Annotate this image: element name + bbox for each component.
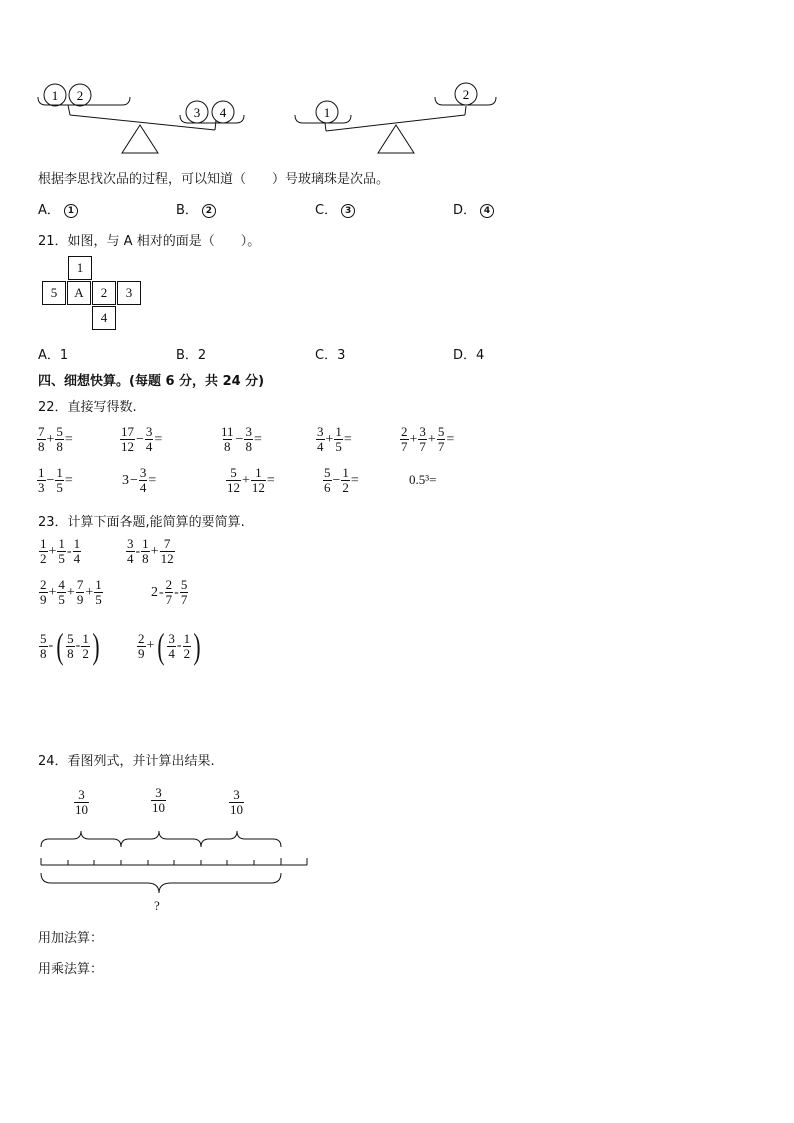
q21-option-a[interactable]: A．1 [38,348,69,363]
section-heading: 四、细想快算。(每题 6 分，共 24 分) [38,374,265,389]
q22-expr: $\frac{11}{8}$ − $\frac{3}{8}$ = [221,424,262,454]
q22-expr: $\frac{5}{12}$ + $\frac{1}{12}$ = [227,465,275,495]
q21-option-d[interactable]: D．4 [453,348,485,363]
option-letter: D． [453,203,477,218]
cube-net [42,256,162,332]
segment-fraction: $\frac{3}{10}$ [75,787,88,817]
q24-title: 24．看图列式，并计算出结果. [38,754,215,769]
q23-expr: 2 - $\frac{2}{7}$ - $\frac{5}{7}$ [151,577,188,607]
q23-expr: $\frac{5}{8}$ - ( $\frac{5}{8}$ - $\frac{1}{2}$ ) [40,626,100,666]
q20-option-a[interactable] [38,199,78,218]
q22-expr: $\frac{3}{4}$ + $\frac{1}{5}$ = [317,424,352,454]
q21-question-text: 21．如图，与 A 相对的面是（ ）。 [38,234,261,249]
q23-expr: $\frac{2}{9}$ + $\frac{4}{5}$ + $\frac{7}{9}$ + $\frac{1}{5}$ [40,577,102,607]
net-cell: 2 [92,281,116,305]
net-cell: 4 [92,306,116,330]
option-letter: C． [315,203,338,218]
net-cell: 5 [42,281,66,305]
q22-expr: $\frac{17}{12}$ − $\frac{3}{4}$ = [121,424,163,454]
option-letter: B． [176,203,198,218]
segment-fraction: $\frac{3}{10}$ [230,787,243,817]
q21-option-c[interactable]: C．3 [315,348,346,363]
number-line-figure [35,825,315,905]
q22-title: 22．直接写得数. [38,400,137,415]
addition-label: 用加法算： [38,931,104,946]
q23-expr: $\frac{2}{9}$ + ( $\frac{3}{4}$ - $\frac{1}{2}$ ) [138,626,201,666]
circled-number: 4 [480,204,494,218]
bead-label: 4 [219,105,227,120]
q20-option-c[interactable] [315,199,355,218]
balance-scale-left [38,97,244,153]
q23-expr: $\frac{3}{4}$ - $\frac{1}{8}$ + $\frac{7}{12}$ [127,536,174,566]
net-cell: A [67,281,91,305]
bead-label: 1 [323,105,331,120]
bead-label: 2 [76,88,84,103]
circled-number: 1 [64,204,78,218]
option-letter: A． [38,203,60,218]
bead-label: 3 [193,105,201,120]
segment-fraction: $\frac{3}{10}$ [152,785,165,815]
q23-expr: $\frac{1}{2}$ + $\frac{1}{5}$ - $\frac{1}{4}$ [40,536,81,566]
q20-option-d[interactable] [453,199,494,218]
bead-label: 1 [51,88,59,103]
q21-option-b[interactable]: B．2 [176,348,207,363]
q22-expr: $\frac{7}{8}$ + $\frac{5}{8}$ = [38,424,73,454]
q22-expr: $\frac{1}{3}$ − $\frac{1}{5}$ = [38,465,73,495]
q22-expr: 3 − $\frac{3}{4}$ = [122,465,157,495]
q23-title: 23．计算下面各题,能简算的要简算. [38,515,245,530]
q20-question-text: 根据李思找次品的过程，可以知道（ ）号玻璃珠是次品。 [38,172,390,187]
q22-expr: $\frac{2}{7}$ + $\frac{3}{7}$ + $\frac{5}{7}$ = [401,424,455,454]
balance-scales-figure [30,75,510,160]
q22-expr: 0.5³= [409,472,437,487]
net-cell: 3 [117,281,141,305]
circled-number: 2 [202,204,216,218]
question-mark: ? [154,898,160,913]
q20-option-b[interactable] [176,199,216,218]
bead-label: 2 [462,87,470,102]
multiplication-label: 用乘法算： [38,962,104,977]
circled-number: 3 [341,204,355,218]
q22-expr: $\frac{5}{6}$ − $\frac{1}{2}$ = [324,465,359,495]
net-cell: 1 [68,256,92,280]
